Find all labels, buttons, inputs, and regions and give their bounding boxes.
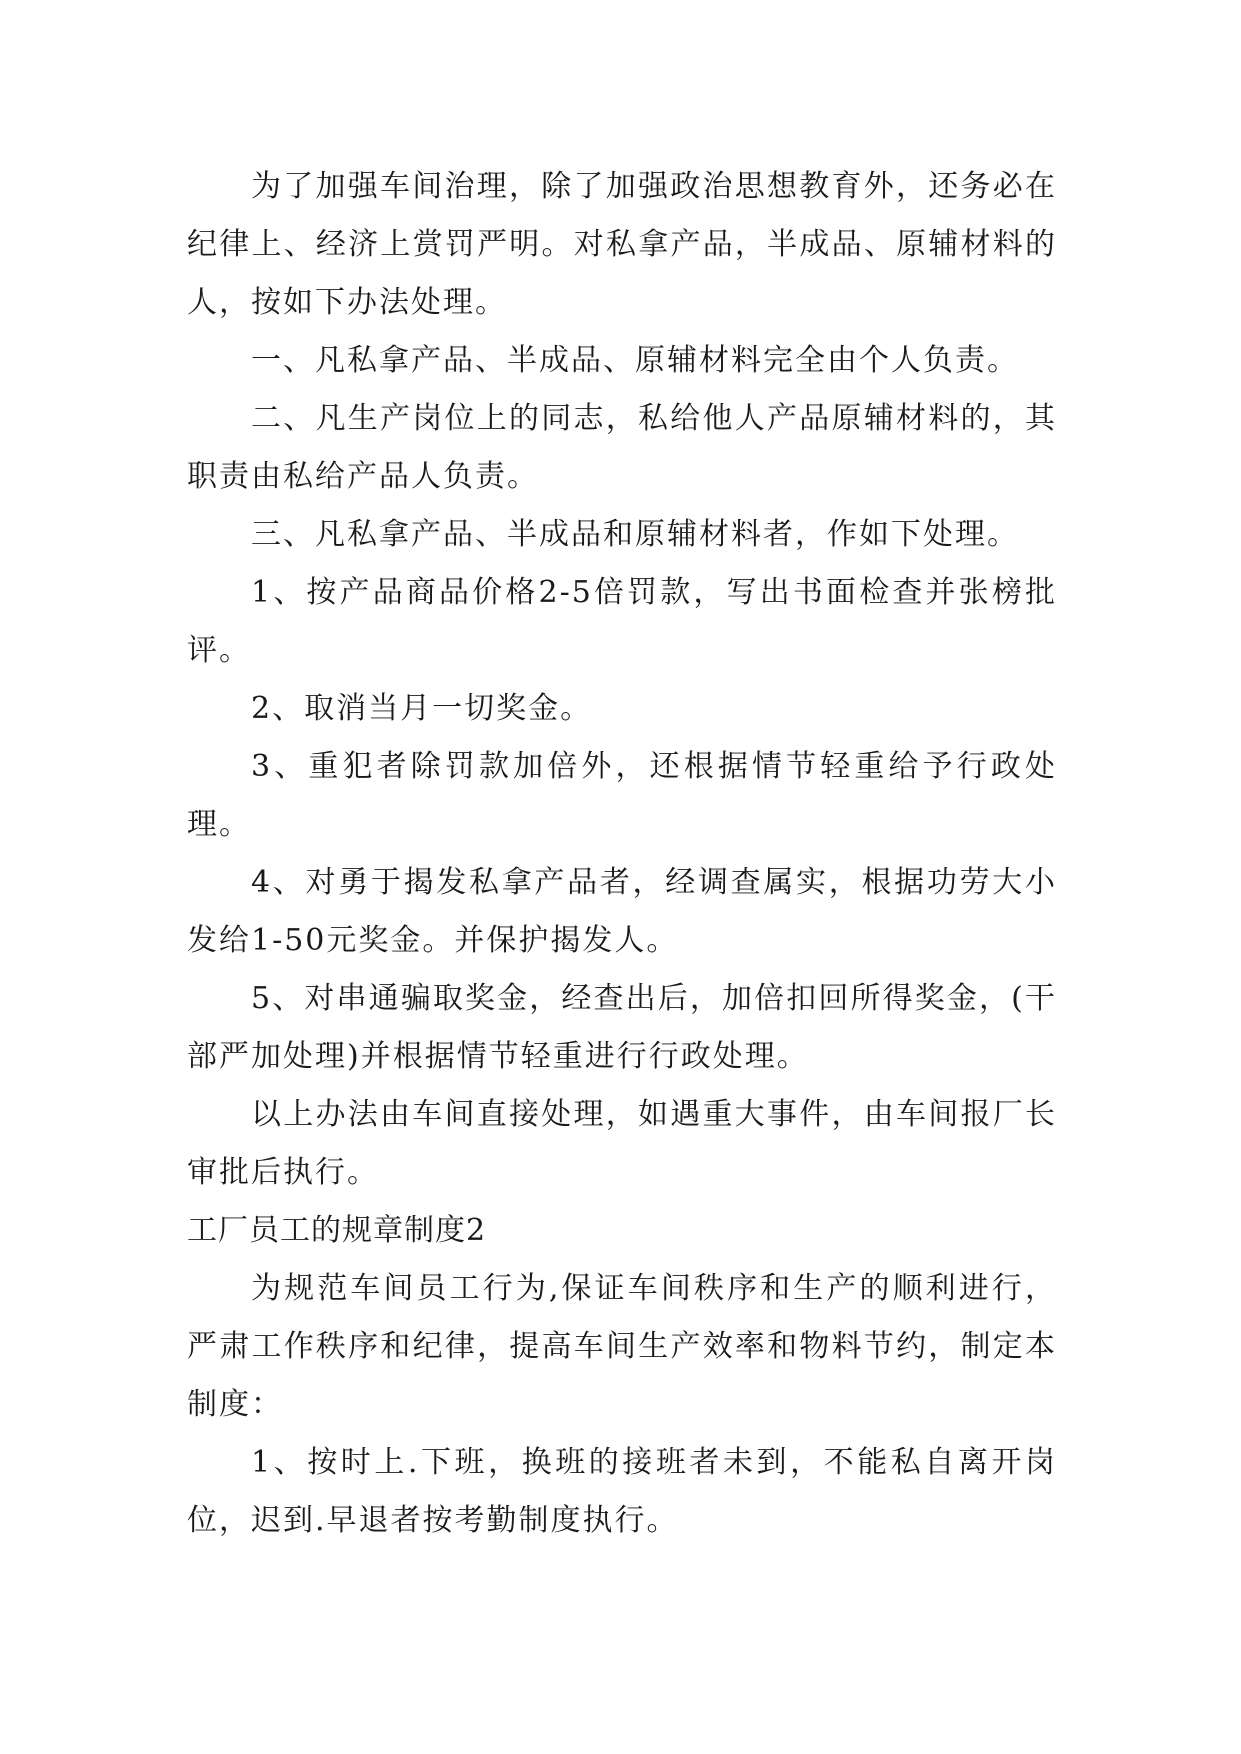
document-body <box>187 158 1057 1550</box>
paragraph-item-3: 3、重犯者除罚款加倍外，还根据情节轻重给予行政处理。 <box>187 749 1057 842</box>
paragraph-rule-1: 一、凡私拿产品、半成品、原辅材料完全由个人负责。 <box>251 343 1019 378</box>
paragraph-intro: 为了加强车间治理，除了加强政治思想教育外，还务必在纪律上、经济上赏罚严明。对私拿产品，半成品、原辅材料的人，按如下办法处理。 <box>187 169 1057 320</box>
paragraph-closing: 以上办法由车间直接处理，如遇重大事件，由车间报厂长审批后执行。 <box>187 1097 1057 1190</box>
paragraph-item-4: 4、对勇于揭发私拿产品者，经调查属实，根据功劳大小发给1-50元奖金。并保护揭发人。 <box>187 865 1057 958</box>
paragraph-item-5: 5、对串通骗取奖金，经查出后，加倍扣回所得奖金，(干部严加处理)并根据情节轻重进行行政处理。 <box>187 981 1057 1074</box>
section-paragraph-item-1: 1、按时上.下班，换班的接班者未到，不能私自离开岗位，迟到.早退者按考勤制度执行。 <box>187 1445 1057 1538</box>
paragraph-rule-2: 二、凡生产岗位上的同志，私给他人产品原辅材料的，其职责由私给产品人负责。 <box>187 401 1057 494</box>
section-paragraph-intro: 为规范车间员工行为,保证车间秩序和生产的顺利进行，严肃工作秩序和纪律，提高车间生产效率和物料节约，制定本制度： <box>187 1271 1057 1422</box>
paragraph-item-1: 1、按产品商品价格2-5倍罚款，写出书面检查并张榜批评。 <box>187 575 1057 668</box>
section-title: 工厂员工的规章制度2 <box>187 1213 487 1248</box>
paragraph-rule-3: 三、凡私拿产品、半成品和原辅材料者，作如下处理。 <box>251 517 1019 552</box>
paragraph-item-2: 2、取消当月一切奖金。 <box>251 691 593 726</box>
